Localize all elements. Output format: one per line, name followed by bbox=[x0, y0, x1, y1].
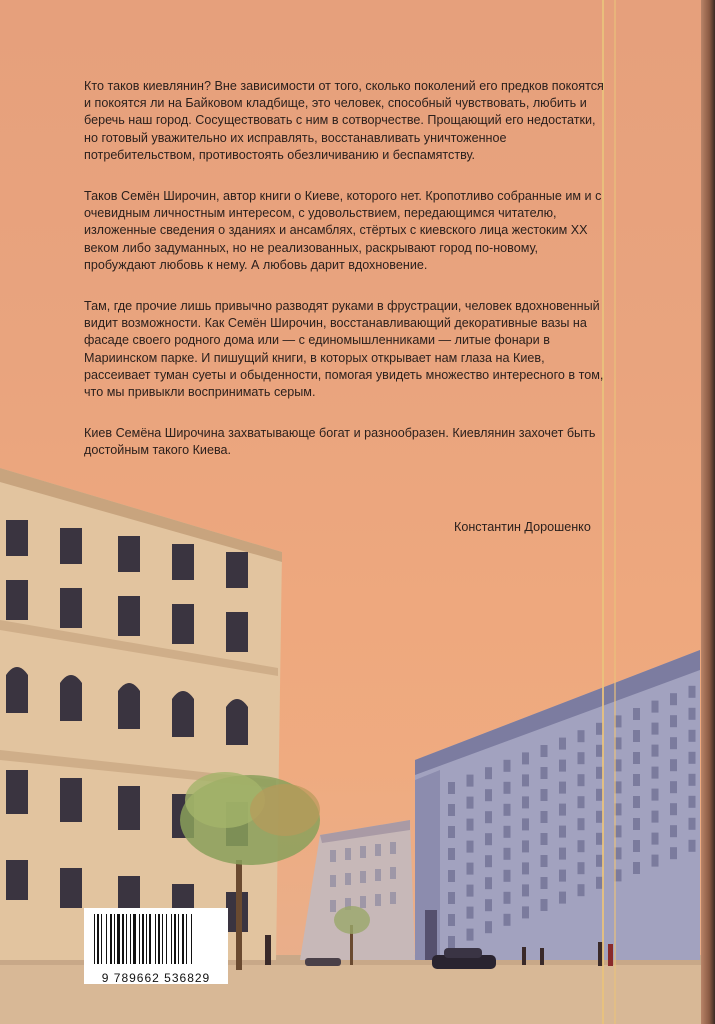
right-building bbox=[415, 650, 700, 960]
paragraph-1: Кто таков киевлянин? Вне зависимости от того, сколько поколений его предков покоятся и покоятся ли на Байковом кладбище, это человек, способный чувствовать, любить и беречь наш город. Сосуществовать с ним в сотворчестве. Прощающий его недостатки, но готовый уважительно их исправлять, восстанавливать уничтоженное потребительством, противостоять обезличиванию и беспамятству. bbox=[84, 79, 604, 162]
isbn-barcode bbox=[84, 908, 228, 984]
vertical-rule-2 bbox=[614, 0, 616, 1024]
car-distant bbox=[305, 958, 341, 966]
paragraph-4: Киев Семёна Широчина захватывающе богат и разнообразен. Киевлянин захочет быть достойным такого Киева. bbox=[84, 426, 596, 458]
barcode-bars bbox=[92, 914, 220, 964]
barcode-number: 9 789662 536829 bbox=[101, 971, 211, 985]
back-cover-text bbox=[84, 78, 604, 484]
paragraph-2: Таков Семён Широчин, автор книги о Киеве, которого нет. Кропотливо собранные им и с очевидным личностным интересом, с удовольствием, передающимся читателю, изложенные сведения о зданиях и ансамблях, стёртых с киевского лица жестоким XX веком либо задуманных, но не реализованных, раскрывают город по-новому, пробуждают любовь к нему. А любовь дарит вдохновение. bbox=[84, 189, 602, 272]
paragraph-3: Там, где прочие лишь привычно разводят руками в фрустрации, человек вдохновенный видит возможности. Как Семён Широчин, восстанавливающий декоративные вазы на фасаде своего родного дома или — с единомышленниками — литые фонари в Мариинском парке. И пишущий книги, в которых открывает нам глаза на Киев, рассеивает туман суеты и обыденности, помогая увидеть множество интересного в том, что мы привыкли воспринимать серым. bbox=[84, 299, 604, 400]
background-building bbox=[300, 820, 415, 960]
author-signature: Константин Дорошенко bbox=[454, 520, 591, 534]
cover-edge bbox=[701, 0, 715, 1024]
